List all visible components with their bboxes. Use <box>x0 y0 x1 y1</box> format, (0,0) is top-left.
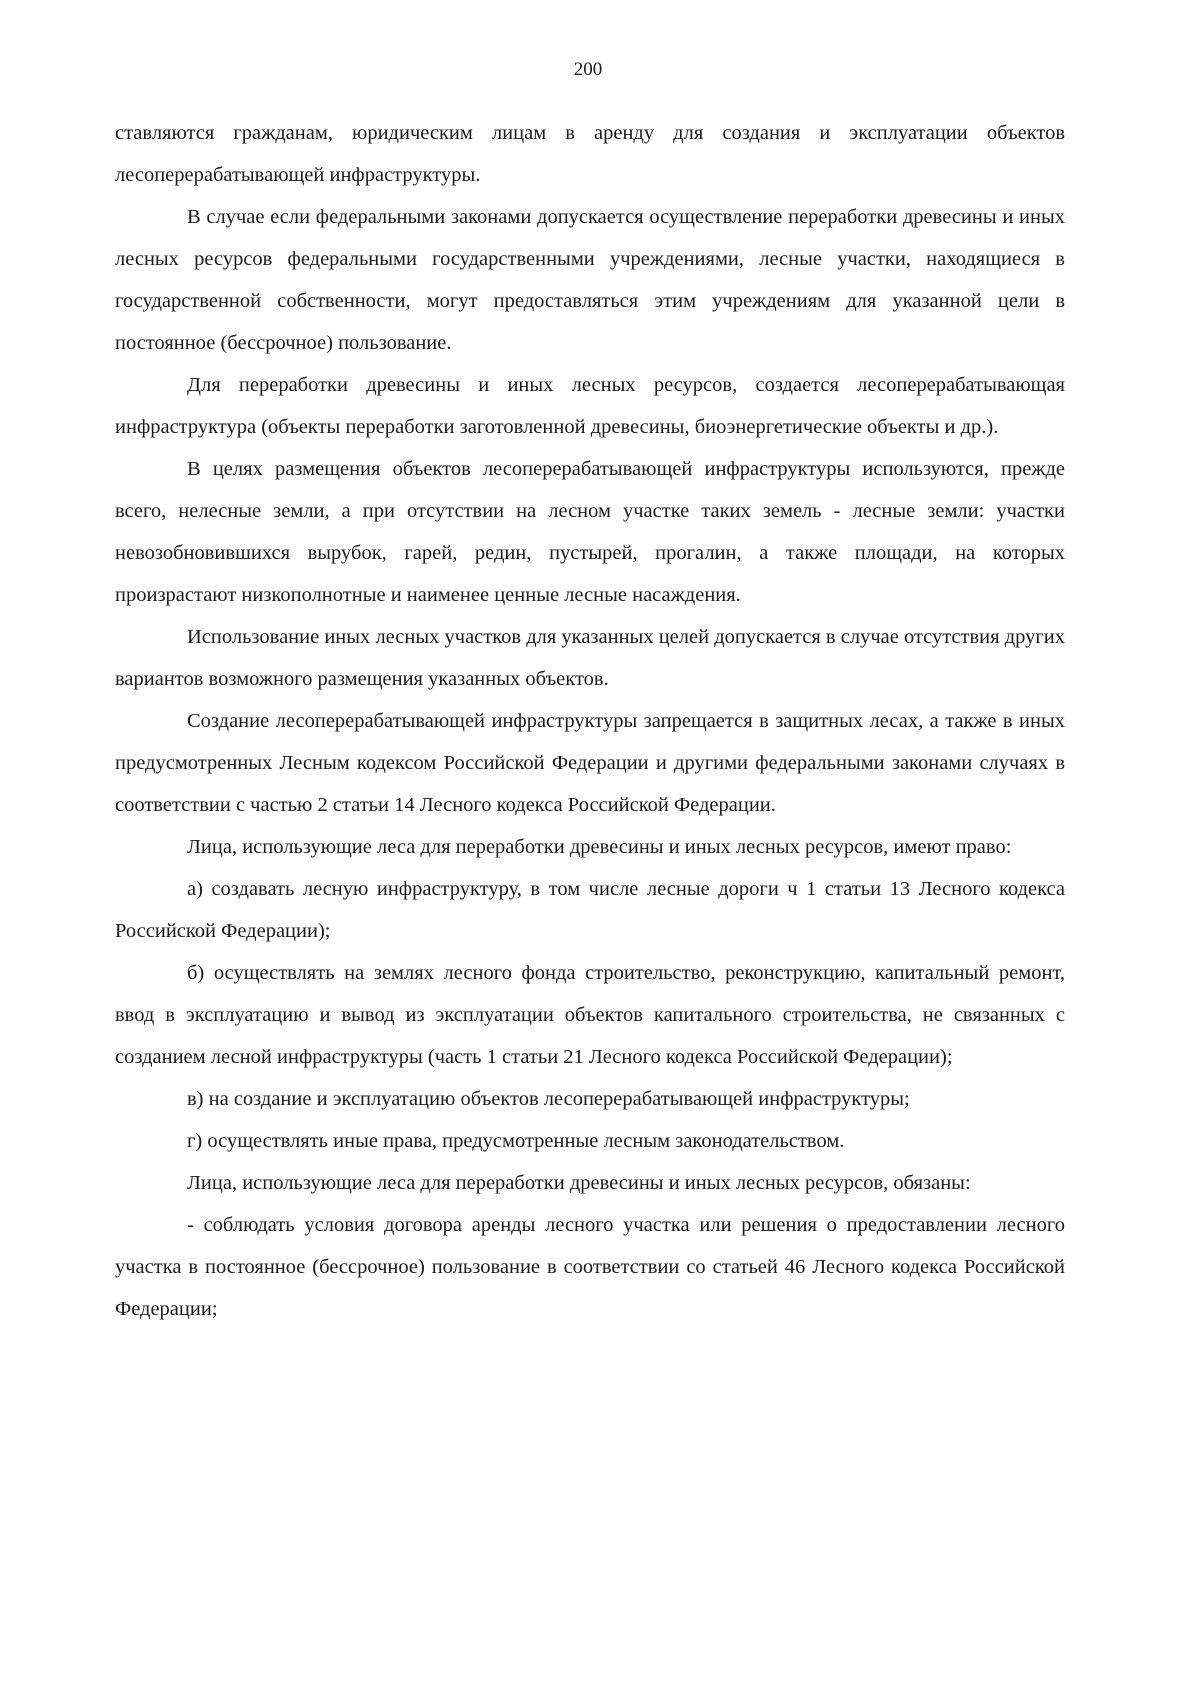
paragraph-federal-institutions: В случае если федеральными законами допускается осуществление переработки древесины и иных лесных ресурсов федеральными государственными учреждениями, лесные участки, находящиеся в государственной собственности, могут предоставляться этим учреждениям для указанной цели в постоянное (бессрочное) пользование. <box>115 206 1065 354</box>
list-item-right-b: б) осуществлять на землях лесного фонда строительство, реконструкцию, капитальный ремонт, ввод в эксплуатацию и вывод из эксплуатации объектов капитального строительства, не связанных с созданием лесной инфраструктуры (часть 1 статьи 21 Лесного кодекса Российской Федерации); <box>115 962 1065 1068</box>
paragraph-protective-forests: Создание лесоперерабатывающей инфраструктуры запрещается в защитных лесах, а также в иных предусмотренных Лесным кодексом Российской Федерации и другими федеральными законами случаях в соответствии с частью 2 статьи 14 Лесного кодекса Российской Федерации. <box>115 710 1065 816</box>
list-item-right-d: г) осуществлять иные права, предусмотренные лесным законодательством. <box>187 1130 845 1152</box>
list-item-right-a: а) создавать лесную инфраструктуру, в том числе лесные дороги ч 1 статьи 13 Лесного кодекса Российской Федерации); <box>115 878 1065 942</box>
body-text <box>115 112 1065 1330</box>
paragraph-other-plots: Использование иных лесных участков для указанных целей допускается в случае отсутствия других вариантов возможного размещения указанных объектов. <box>115 626 1065 690</box>
paragraph-continuation: ставляются гражданам, юридическим лицам в аренду для создания и эксплуатации объектов лесоперерабатывающей инфраструктуры. <box>115 122 1065 186</box>
list-item-obligation-1: - соблюдать условия договора аренды лесного участка или решения о предоставлении лесного участка в постоянное (бессрочное) пользование в соответствии со статьей 46 Лесного кодекса Российской Федерации; <box>115 1214 1065 1320</box>
list-item-right-c: в) на создание и эксплуатацию объектов лесоперерабатывающей инфраструктуры; <box>187 1088 910 1110</box>
paragraph-obligations-intro: Лица, использующие леса для переработки древесины и иных лесных ресурсов, обязаны: <box>187 1172 971 1194</box>
paragraph-processing-infrastructure: Для переработки древесины и иных лесных ресурсов, создается лесоперерабатывающая инфраструктура (объекты переработки заготовленной древесины, биоэнергетические объекты и др.). <box>115 374 1065 438</box>
paragraph-rights-intro: Лица, использующие леса для переработки древесины и иных лесных ресурсов, имеют право: <box>187 836 1012 858</box>
paragraph-placement-lands: В целях размещения объектов лесоперерабатывающей инфраструктуры используются, прежде всего, нелесные земли, а при отсутствии на лесном участке таких земель - лесные земли: участки невозобновившихся вырубок, гарей, редин, пустырей, прогалин, а также площади, на которых произрастают низкополнотные и наименее ценные лесные насаждения. <box>115 458 1065 606</box>
page-number: 200 <box>573 59 603 80</box>
